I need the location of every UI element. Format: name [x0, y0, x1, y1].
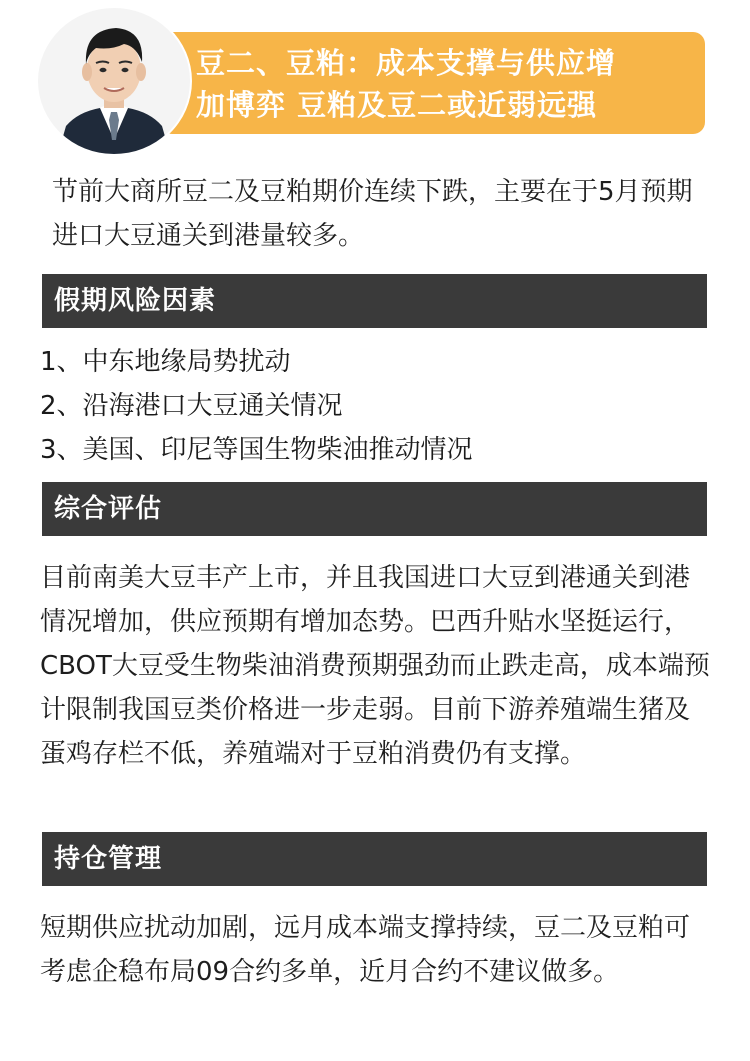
assessment-paragraph: 目前南美大豆丰产上市，并且我国进口大豆到港通关到港情况增加，供应预期有增加态势。巴西升贴水坚挺运行，CBOT大豆受生物柴油消费预期强劲而止跌走高，成本端预计限制我国豆类价格进一步走弱。目前下游养殖端生猪及蛋鸡存栏不低，养殖端对于豆粕消费仍有支撑。 — [40, 563, 710, 769]
position-paragraph: 短期供应扰动加剧，远月成本端支撑持续，豆二及豆粕可考虑企稳布局09合约多单，近月合约不建议做多。 — [40, 913, 691, 987]
page-title — [196, 42, 696, 126]
list-item: 1、中东地缘局势扰动 — [40, 347, 291, 377]
section-heading-risk: 假期风险因素 — [42, 274, 707, 328]
avatar — [36, 6, 192, 156]
title-line-1: 豆二、豆粕：成本支撑与供应增 — [196, 46, 617, 80]
section-heading-assessment: 综合评估 — [42, 482, 707, 536]
risk-list — [40, 340, 710, 472]
list-item: 2、沿海港口大豆通关情况 — [40, 391, 343, 421]
title-line-2: 加博弈 豆粕及豆二或近弱远强 — [196, 88, 598, 122]
list-item: 3、美国、印尼等国生物柴油推动情况 — [40, 435, 473, 465]
header — [0, 0, 750, 160]
section-heading-position: 持仓管理 — [42, 832, 707, 886]
analyst-portrait-icon — [38, 8, 190, 154]
intro-paragraph: 节前大商所豆二及豆粕期价连续下跌，主要在于5月预期进口大豆通关到港量较多。 — [52, 177, 693, 251]
